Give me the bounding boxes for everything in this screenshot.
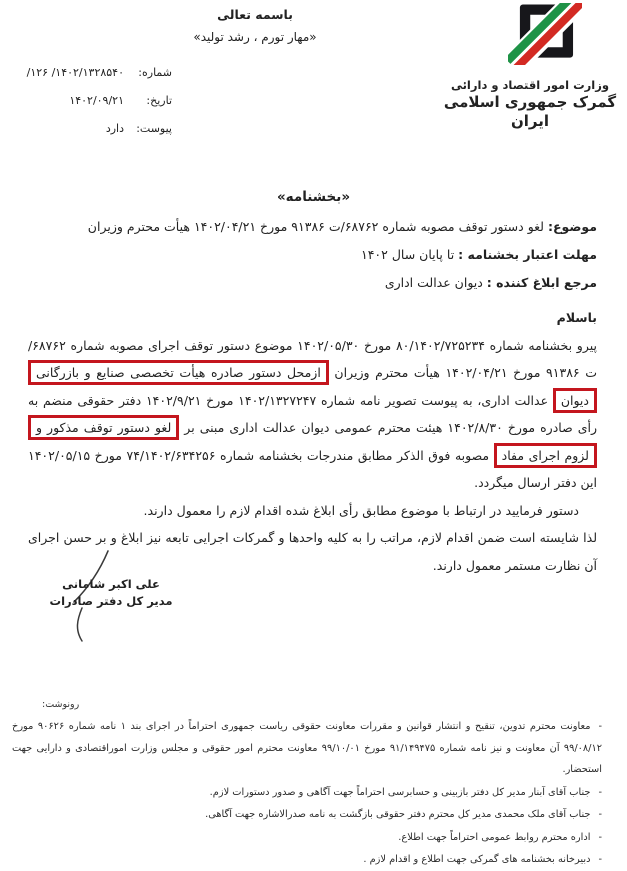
cc-item-text: جناب آقای ملک محمدی مدیر کل محترم دفتر حقوقی بازگشت به نامه صدرالاشاره جهت آگاهی. <box>205 809 591 820</box>
cc-item-text: جناب آقای آبنار مدیر کل دفتر بازبینی و حسابرسی احتراماً جهت آگاهی و صدور دستورات لازم. <box>209 786 591 798</box>
main-paragraph <box>28 332 597 497</box>
subject-line <box>28 213 597 241</box>
date-label: تاریخ: <box>146 94 172 107</box>
dash-marker: - <box>598 786 602 798</box>
cc-item-text: دبیرخانه بخشنامه های گمرکی جهت اطلاع و اقدام لازم . <box>363 854 591 865</box>
subject-label: موضوع: <box>547 219 597 234</box>
red-highlight-box: ازمحل دستور صادره هیأت تخصصی صنایع و بازرگانی دیوان <box>28 360 597 413</box>
meta-date-row <box>14 94 172 107</box>
cc-label: رونوشت: <box>42 699 80 710</box>
subject-block <box>28 213 597 297</box>
organization-name: گمرک جمهوری اسلامی ایران <box>443 93 617 130</box>
cc-item <box>12 849 602 871</box>
cc-item <box>12 804 602 826</box>
closing-paragraph: لذا شایسته است ضمن اقدام لازم، مراتب را به کلیه واحدها و گمرکات اجرایی تابعه نیز ابلاغ و بر حسن اجرای آن نظارت مستمر معمول دارند. <box>28 530 597 573</box>
issuer-line <box>28 269 597 297</box>
signature-block <box>40 576 182 610</box>
issuer-label: مرجع ابلاغ کننده : <box>486 275 597 290</box>
paragraph-segment: پیرو بخشنامه شماره ۸۰/۱۴۰۲/۷۲۵۲۳۴ مورخ ۱۴۰۲/۰۵/۳۰ موضوع دستور توقف اجرای مصوبه شماره ۶۸۷۶۲/ت ۹۱۳۸۶ مورخ ۱۴۰۲/۰۴/۲۱ هیأت محترم وزیران <box>28 337 597 380</box>
instruction-line: دستور فرمایید در ارتباط با موضوع مطابق رأی ابلاغ شده اقدام لازم را معمول دارند. <box>143 502 579 518</box>
letter-meta-fields <box>14 66 172 150</box>
attachment-label: پیوست: <box>136 122 172 135</box>
ministry-name: وزارت امور اقتصاد و دارائی <box>450 78 610 92</box>
dash-marker: - <box>598 721 602 732</box>
document-title: «بخشنامه» <box>276 189 351 205</box>
customs-logo-icon <box>508 3 582 65</box>
letterhead-org-names <box>438 78 622 131</box>
cc-item <box>12 827 602 849</box>
paragraph-segment: مصوبه فوق الذکر مطابق مندرجات بخشنامه شماره ۷۴/۱۴۰۲/۶۳۴۲۵۶ مورخ ۱۴۰۲/۰۵/۱۵ این دفتر ارسال میگردد. <box>28 447 597 490</box>
year-slogan: «مهار تورم ، رشد تولید» <box>193 30 317 44</box>
signer-name: علی اکبر شامانی <box>62 577 160 591</box>
attachment-value: دارد <box>105 122 124 135</box>
salutation: باسلام <box>556 310 597 325</box>
cc-item-text: معاونت محترم تدوین، تنقیح و انتشار قوانین و مقررات معاونت حقوقی ریاست جمهوری احتراماً در اجرای بند ۱ نامه شماره ۹۰۶۲۶ مورخ ۹۹/۰۸/۱۲ آن معاونت و نیز نامه شماره ۹۱/۱۴۹۴۷۵ مورخ ۹۹/۱۰/۰۱ معاونت محترم امور حقوقی و مجلس وزارت اموراقتصادی و دارایی جهت استحضار. <box>12 721 602 775</box>
validity-label: مهلت اعتبار بخشنامه : <box>458 247 597 262</box>
subject-text: لغو دستور توقف مصوبه شماره ۶۸۷۶۲/ت ۹۱۳۸۶ مورخ ۱۴۰۲/۰۴/۲۱ هیأت محترم وزیران <box>87 219 548 234</box>
validity-line <box>28 241 597 269</box>
dash-marker: - <box>598 854 602 865</box>
meta-attachment-row <box>14 122 172 135</box>
dash-marker: - <box>598 809 602 820</box>
signer-title: مدیر کل دفتر صادرات <box>49 594 173 608</box>
number-value: /۱۲۶ /۱۴۰۲/۱۳۲۸۵۴۰ <box>26 66 124 79</box>
validity-value: تا پایان سال ۱۴۰۲ <box>360 247 459 262</box>
customs-logo-svg <box>508 3 582 65</box>
cc-list <box>12 716 602 871</box>
dash-marker: - <box>598 831 602 843</box>
number-label: شماره: <box>138 66 172 79</box>
date-value: ۱۴۰۲/۰۹/۲۱ <box>69 94 124 107</box>
meta-number-row <box>14 66 172 79</box>
issuer-value: دیوان عدالت اداری <box>384 275 487 290</box>
paragraph-segment: عدالت اداری، به پیوست تصویر نامه شماره ۱۴۰۲/۱۳۲۷۲۴۷ مورخ ۱۴۰۲/۹/۲۱ دفتر حقوقی منضم به رأی صادره مورخ ۱۴۰۲/۸/۳۰ هیئت محترم عمومی دیوان عدالت اداری مبنی بر <box>28 392 598 435</box>
cc-item <box>12 716 602 781</box>
basmala-text: باسمه تعالی <box>217 7 293 22</box>
letter-body <box>28 304 597 579</box>
red-highlight-box: لغو دستور توقف مذکور و لزوم اجرای مفاد <box>28 415 597 468</box>
cc-item <box>12 782 602 804</box>
cc-item-text: اداره محترم روابط عمومی احتراماً جهت اطلاع. <box>398 831 591 843</box>
